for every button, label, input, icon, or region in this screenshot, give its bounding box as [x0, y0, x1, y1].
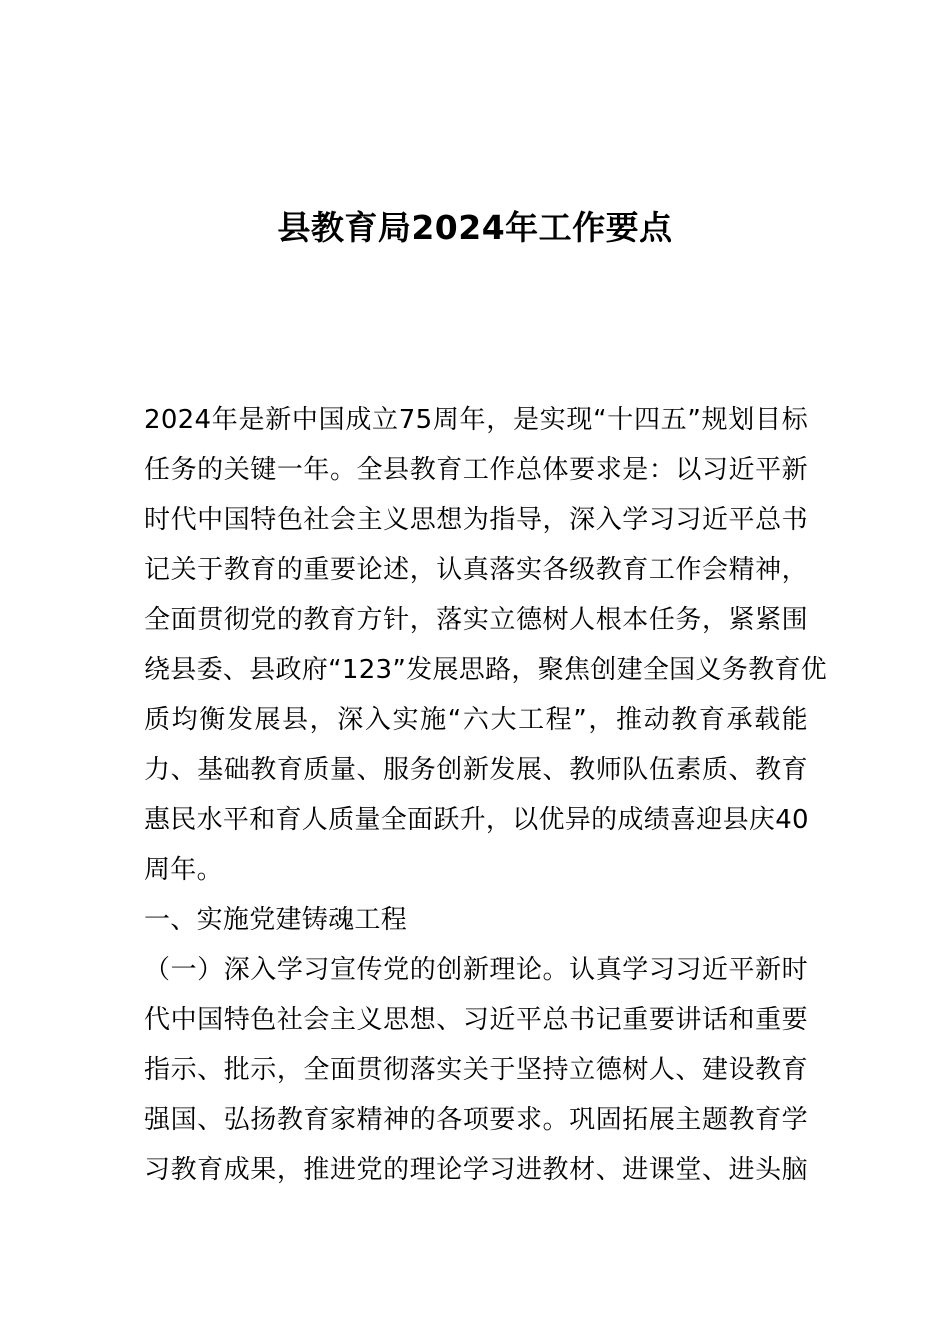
body-line: 代中国特色社会主义思想、习近平总书记重要讲话和重要: [144, 1005, 808, 1035]
body-line: 任务的关键一年。全县教育工作总体要求是：以习近平新: [144, 455, 808, 485]
document-body: [144, 395, 827, 1195]
body-line: 记关于教育的重要论述，认真落实各级教育工作会精神，: [144, 555, 808, 585]
body-line: 2024年是新中国成立75周年，是实现“十四五”规划目标: [144, 405, 808, 435]
document-title: 县教育局2024年工作要点: [277, 208, 673, 247]
body-line: 惠民水平和育人质量全面跃升，以优异的成绩喜迎县庆40: [144, 805, 809, 835]
section-heading: 一、实施党建铸魂工程: [144, 905, 408, 935]
body-line: 全面贯彻党的教育方针，落实立德树人根本任务，紧紧围: [144, 605, 808, 635]
body-line: 绕县委、县政府“123”发展思路，聚焦创建全国义务教育优: [144, 655, 827, 685]
body-line: 质均衡发展县，深入实施“六大工程”，推动教育承载能: [144, 705, 808, 735]
body-line: （一）深入学习宣传党的创新理论。认真学习习近平新时: [144, 955, 808, 985]
body-line: 强国、弘扬教育家精神的各项要求。巩固拓展主题教育学: [144, 1105, 808, 1135]
body-line: 习教育成果，推进党的理论学习进教材、进课堂、进头脑: [144, 1155, 808, 1185]
body-line: 时代中国特色社会主义思想为指导，深入学习习近平总书: [144, 505, 808, 535]
body-line: 指示、批示，全面贯彻落实关于坚持立德树人、建设教育: [144, 1055, 808, 1085]
body-line: 力、基础教育质量、服务创新发展、教师队伍素质、教育: [144, 755, 808, 785]
body-line: 周年。: [144, 855, 223, 885]
